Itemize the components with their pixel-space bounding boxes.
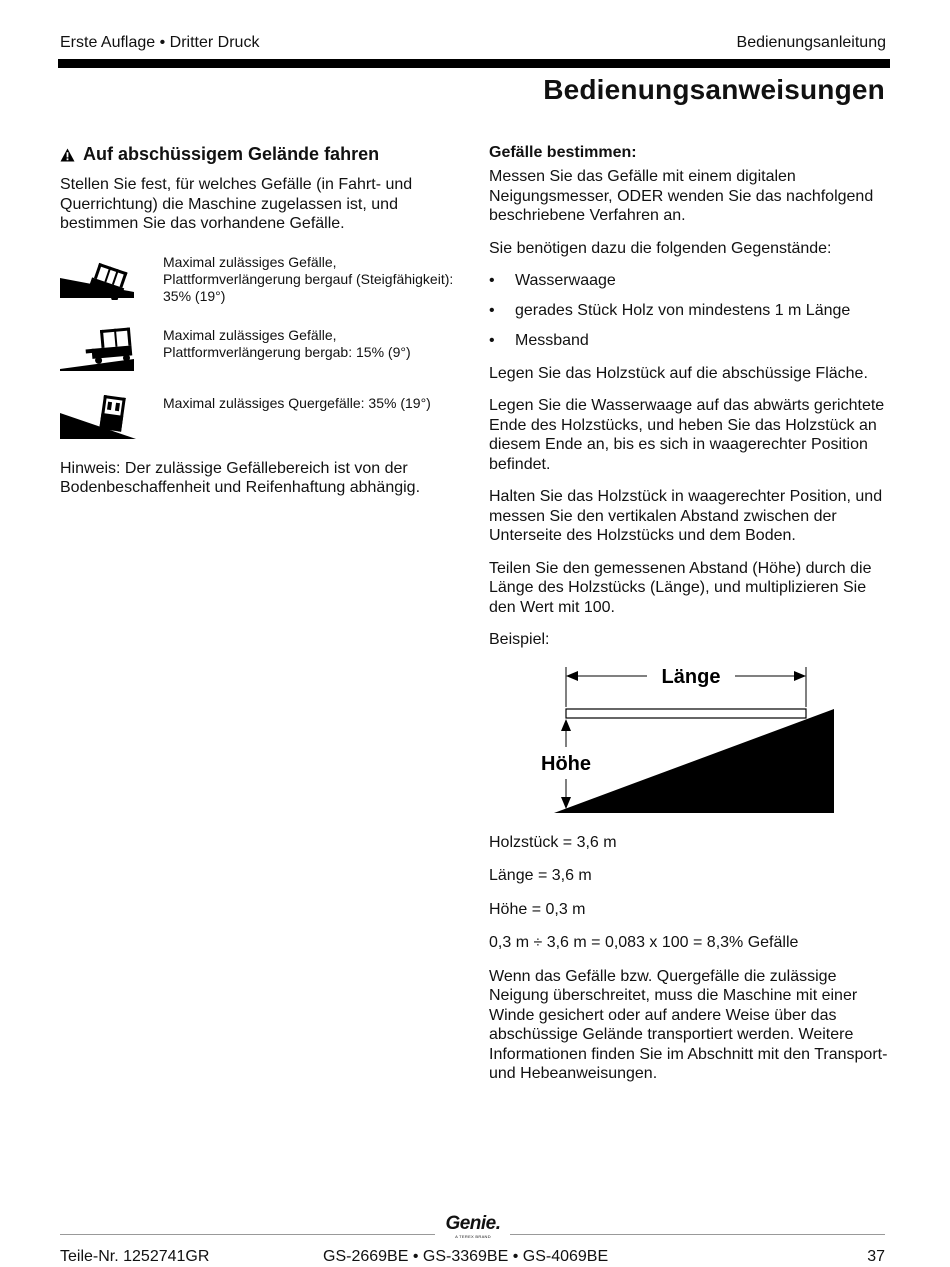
header-edition: Erste Auflage • Dritter Druck (60, 34, 260, 51)
header-manual-title: Bedienungsanleitung (736, 34, 886, 51)
right-column (489, 144, 894, 1097)
page-title: Bedienungsanweisungen (543, 74, 885, 105)
slope-text-side: Maximal zulässiges Quergefälle: 35% (19°) (163, 394, 431, 411)
slope-row-uphill (60, 250, 460, 305)
height-label: Höhe (541, 752, 591, 775)
subsection-title: Gefälle bestimmen: (489, 144, 637, 161)
footer-models: GS-2669BE • GS-3369BE • GS-4069BE (323, 1248, 609, 1265)
header-rule (58, 59, 890, 68)
paragraph-2: Sie benötigen dazu die folgenden Gegenstände: (489, 239, 832, 257)
slope-measurement-diagram (489, 663, 894, 823)
slope-text-downhill: Maximal zulässiges Gefälle, Plattformverlängerung bergab: 15% (9°) (163, 326, 411, 360)
length-arrow-left (566, 671, 578, 681)
length-arrow-right (794, 671, 806, 681)
calc-board: Holzstück = 3,6 m (489, 833, 617, 851)
list-item: • gerades Stück Holz von mindestens 1 m Länge (489, 301, 894, 321)
slope-downhill-icon (60, 323, 136, 373)
wooden-board (566, 709, 806, 718)
section-title: Auf abschüssigem Gelände fahren (83, 144, 380, 164)
page-number: 37 (867, 1248, 885, 1265)
slope-ground (554, 709, 834, 813)
item-list (489, 271, 894, 351)
paragraph-5: Halten Sie das Holzstück in waagerechter Position, und messen Sie den vertikalen Abstand zwischen der Unterseite des Holzstücks und dem Boden. (489, 488, 883, 544)
logo-subtitle: A TEREX BRAND (455, 1234, 491, 1239)
slope-uphill-icon (60, 250, 136, 300)
slope-row-side (60, 391, 460, 441)
slope-row-downhill (60, 323, 460, 373)
note-paragraph: Hinweis: Der zulässige Gefällebereich ist von der Bodenbeschaffenheit und Reifenhaftung abhängig. (60, 459, 421, 496)
length-label: Länge (661, 665, 721, 688)
list-item: • Messband (489, 331, 894, 351)
list-item: • Wasserwaage (489, 271, 894, 291)
warning-icon (60, 148, 75, 162)
calc-result: 0,3 m ÷ 3,6 m = 0,083 x 100 = 8,3% Gefälle (489, 934, 799, 951)
genie-logo (440, 1214, 506, 1239)
intro-paragraph: Stellen Sie fest, für welches Gefälle (in Fahrt- und Querrichtung) die Maschine zugelassen ist, und bestimmen Sie das vorhandene Gefälle. (60, 176, 413, 232)
paragraph-7: Wenn das Gefälle bzw. Quergefälle die zulässige Neigung überschreitet, muss die Maschine mit einer Winde gesichert oder auf andere Weise über das abschüssige Gelände transportiert werden. Weitere Informationen finden Sie im Abschnitt mit den Transport- und Hebeanweisungen. (489, 967, 888, 1082)
height-arrow-top (561, 719, 571, 731)
paragraph-4: Legen Sie die Wasserwaage auf das abwärts gerichtete Ende des Holzstücks, und heben Sie das Holzstück an diesem Ende an, bis es sich in waagerechter Position befindet. (489, 397, 885, 473)
footer-part-number: Teile-Nr. 1252741GR (60, 1248, 210, 1265)
calc-height: Höhe = 0,3 m (489, 900, 586, 918)
section-heading (60, 144, 460, 165)
left-column (60, 144, 460, 510)
height-arrow-bottom (561, 797, 571, 809)
footer-rule-left (60, 1234, 435, 1235)
paragraph-3: Legen Sie das Holzstück auf die abschüssige Fläche. (489, 364, 868, 382)
paragraph-1: Messen Sie das Gefälle mit einem digitalen Neigungsmesser, ODER wenden Sie das nachfolgend beschriebene Verfahren an. (489, 168, 874, 224)
paragraph-6: Teilen Sie den gemessenen Abstand (Höhe) durch die Länge des Holzstücks (Länge), und multiplizieren Sie den Wert mit 100. (489, 559, 872, 616)
footer-rule-right (510, 1234, 885, 1235)
slope-side-icon (60, 391, 136, 441)
slope-text-uphill: Maximal zulässiges Gefälle, Plattformverlängerung bergauf (Steigfähigkeit): 35% (19°) (163, 253, 454, 304)
example-label: Beispiel: (489, 631, 550, 648)
logo-wordmark: Genie. (445, 1213, 501, 1234)
calc-length: Länge = 3,6 m (489, 867, 592, 884)
